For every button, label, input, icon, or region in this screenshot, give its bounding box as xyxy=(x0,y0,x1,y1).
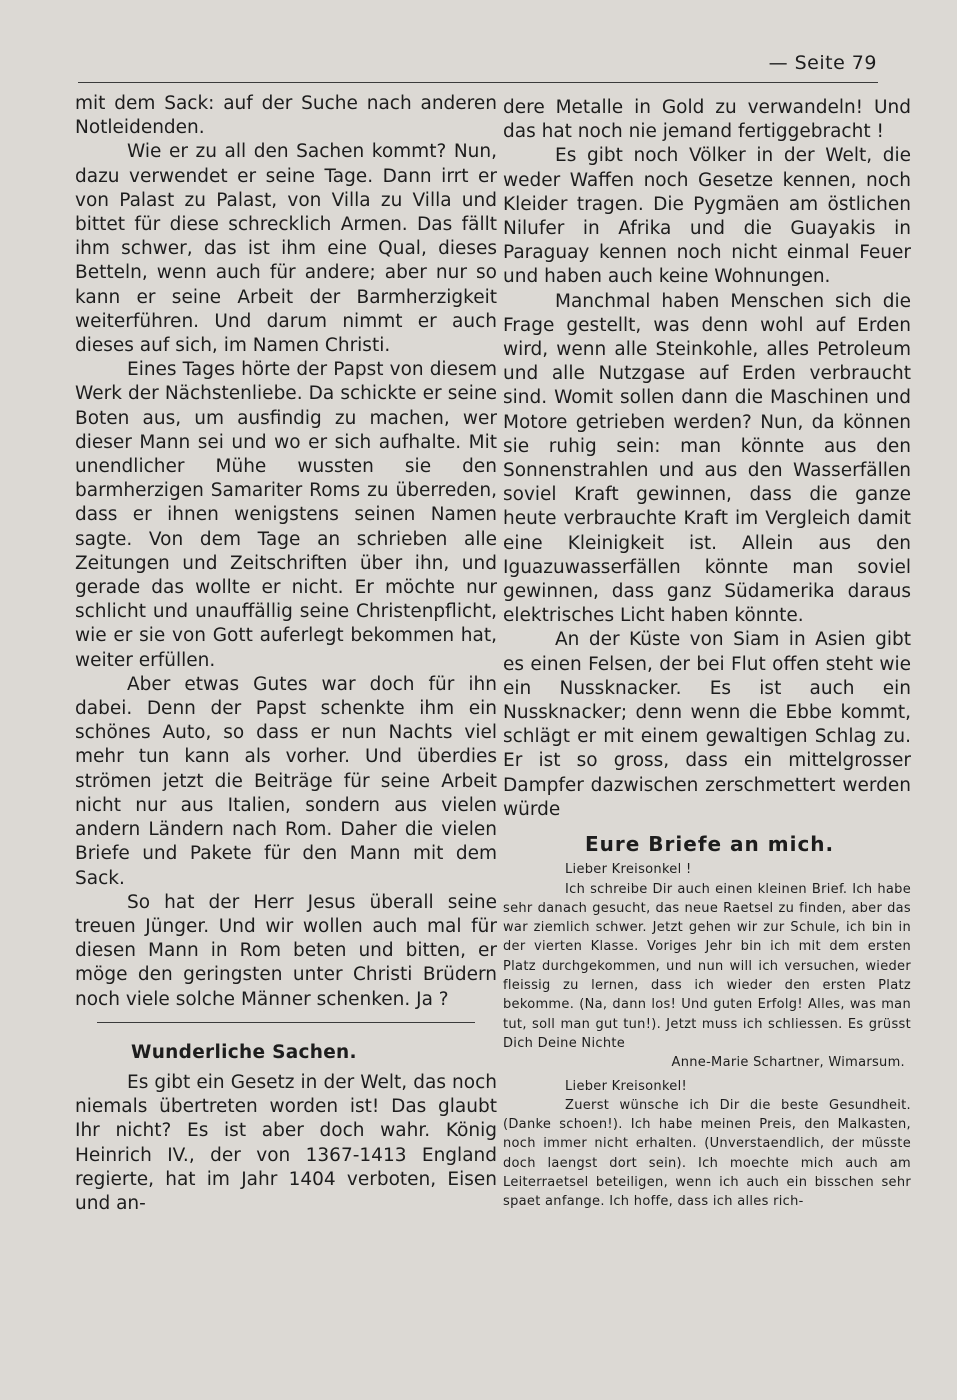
paragraph: Es gibt ein Gesetz in der Welt, das noch niemals übertreten worden ist! Das glaubt Ihr nicht? Es ist aber doch wahr. König Heinrich IV., der von 1367-1413 England regierte, hat im Jahr 1404 verboten, Eisen und an- xyxy=(75,1071,497,1214)
section-divider xyxy=(97,1022,475,1023)
paragraph: So hat der Herr Jesus überall seine treuen Jünger. Und wir wollen auch mal für diesen Mann in Rom beten und bitten, er möge den geringsten unter Christi Brüdern noch viele solche Männer schenken. Ja ? xyxy=(75,891,497,1010)
left-column xyxy=(75,92,497,1216)
right-column xyxy=(503,96,911,1212)
letter-signature: Anne-Marie Schartner, Wimarsum. xyxy=(671,1055,905,1071)
letter-salutation: Lieber Kreisonkel ! xyxy=(565,862,692,878)
letter xyxy=(503,1077,911,1212)
letter xyxy=(503,860,911,1072)
letters-section-title: Eure Briefe an mich. xyxy=(585,832,835,857)
paragraph: Es gibt noch Völker in der Welt, die weder Waffen noch Gesetze kennen, noch Kleider tragen. Die Pygmäen am östlichen Nilufer in Afrika und die Guayakis in Paraguay kennen noch nicht einmal Feuer und haben auch keine Wohnungen. xyxy=(503,145,911,288)
paragraph: An der Küste von Siam in Asien gibt es einen Felsen, der bei Flut offen steht wie ein Nussknacker. Es ist auch ein Nussknacker; denn wenn die Ebbe kommt, schlägt er mit einem gewaltigen Schlag zu. Er ist so gross, dass ein mittelgrosser Dampfer dazwischen zerschmettert werden würde xyxy=(503,629,911,820)
page-number: — Seite 79 xyxy=(768,52,877,74)
letter-text: Ich schreibe Dir auch einen kleinen Brief. Ich habe sehr danach gesucht, das neue Raetsel zu finden, aber das war ziemlich schwer. Jetzt gehen wir zur Schule, ich bin in der vierten Klasse. Voriges Jehr bin ich mit dem ersten Platz durchgekommen, und nun will ich versuchen, wieder fleissig zu lernen, dass ich wieder den ersten Platz bekomme. (Na, dann los! Und guten Erfolg! Alles, was man tut, soll man gut tun!). Jetzt muss ich schliessen. Es grüsst Dich Deine Nichte xyxy=(503,881,911,1051)
letter-text: Zuerst wünsche ich Dir die beste Gesundheit. (Danke schoen!). Ich habe meinen Preis, den Malkasten, noch immer nicht erhalten. (Unverstaendlich, der müsste doch laengst dort sein). Ich moechte mich auch am Leiterraetsel beteiligen, wenn ich auch ein bisschen sehr spaet anfange. Ich hoffe, dass ich alles rich- xyxy=(503,1097,911,1210)
paragraph: mit dem Sack: auf der Suche nach anderen Notleidenden. xyxy=(75,93,497,139)
paragraph: Wie er zu all den Sachen kommt? Nun, dazu verwendet er seine Tage. Dann irrt er von Palast zu Palast, von Villa zu Villa und bittet für diese schrecklich Armen. Das fällt ihm schwer, das ist ihm eine Qual, dieses Betteln, wenn auch für andere; aber nur so kann er seine Arbeit der Barmherzigkeit weiterführen. Und darum nimmt er auch dieses auf sich, im Namen Christi. xyxy=(75,141,497,357)
letter-salutation: Lieber Kreisonkel! xyxy=(565,1078,688,1094)
paragraph: dere Metalle in Gold zu verwandeln! Und das hat noch nie jemand fertiggebracht ! xyxy=(503,97,911,143)
paragraph: Manchmal haben Menschen sich die Frage gestellt, was denn wohl auf Erden wird, wenn alle Steinkohle, alles Petroleum und alle Nutzgase auf Erden verbraucht sind. Womit sollen dann die Maschinen und Motore getrieben werden? Nun, da können sie ruhig sein: man könnte aus den Sonnenstrahlen und aus den Wasserfällen soviel Kraft gewinnen, dass die ganze heute verbrauchte Kraft im Vergleich damit eine Kleinigkeit ist. Allein aus den Iguazuwasserfällen könnte man soviel gewinnen, dass ganz Südamerika daraus elektrisches Licht haben könnte. xyxy=(503,290,911,627)
section-title: Wunderliche Sachen. xyxy=(131,1041,357,1063)
paragraph: Eines Tages hörte der Papst von diesem Werk der Nächstenliebe. Da schickte er seine Boten aus, um ausfindig zu machen, wer dieser Mann sei und wo er sich aufhalte. Mit unendlicher Mühe wussten sie den barmherzigen Samariter Roms zu überreden, dass er ihnen wenigstens seinen Namen sagte. Von dem Tage an schrieben alle Zeitungen und Zeitschriften über ihn, und gerade das wollte er nicht. Er möchte nur schlicht und unauffällig seine Christenpflicht, wie er sie von Gott auferlegt bekommen hat, weiter erfüllen. xyxy=(75,359,497,671)
paragraph: Aber etwas Gutes war doch für ihn dabei. Denn der Papst schenkte ihm ein schönes Auto, so dass er nun Nachts viel mehr tun kann als vorher. Und überdies strömen jetzt die Beiträge für seine Arbeit nicht nur aus Italien, sondern aus vielen andern Ländern nach Rom. Daher die vielen Briefe und Pakete für den Mann mit dem Sack. xyxy=(75,673,497,889)
header-rule xyxy=(78,82,878,83)
